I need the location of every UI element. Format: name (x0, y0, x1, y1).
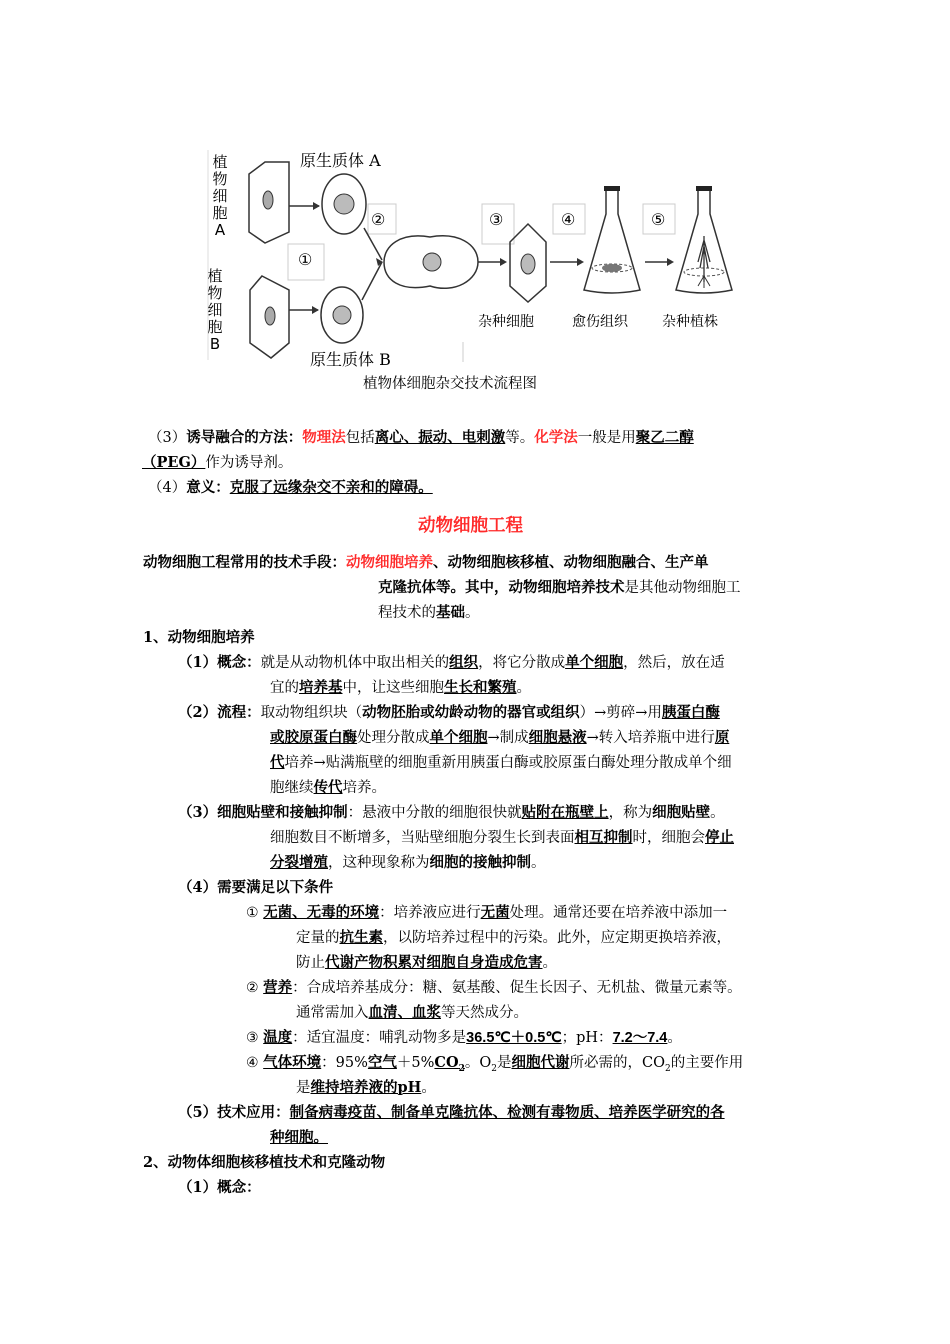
sec1-p2-line2: 或胶原蛋白酶处理分散成单个细胞→制成细胞悬液→转入培养瓶中进行原 (270, 729, 730, 746)
sec1-p2-line1: （2）流程：取动物组织块（动物胚胎或幼龄动物的器官或组织）→剪碎→用胰蛋白酶 (178, 704, 720, 721)
figure-caption: 植物体细胞杂交技术流程图 (363, 376, 537, 392)
sec1-p3-line2: 细胞数目不断增多，当贴壁细胞分裂生长到表面相互抑制时，细胞会停止 (270, 829, 734, 846)
sec1-p3-line1: （3）细胞贴壁和接触抑制：悬液中分散的细胞很快就贴附在瓶壁上，称为细胞贴壁。 (178, 804, 725, 821)
sec1-p4-title: （4）需要满足以下条件 (178, 879, 334, 896)
flowchart-diagram (0, 0, 950, 400)
cond2-line1: ② 营养：合成培养基成分：糖、氨基酸、促生长因子、无机盐、微量元素等。 (246, 979, 742, 996)
intro-line2: 克隆抗体等。其中，动物细胞培养技术是其他动物细胞工 (378, 579, 741, 596)
s3-line1: （3）诱导融合的方法：物理法包括离心、振动、电刺激等。化学法一般是用聚乙二醇 (148, 429, 694, 446)
sec2-title: 2、动物体细胞核移植技术和克隆动物 (143, 1154, 386, 1171)
cond1-line2: 定量的抗生素，以防培养过程中的污染。此外，应定期更换培养液， (296, 929, 731, 946)
label-protoplast-b: 原生质体 B (310, 350, 391, 369)
label-step-4: ④ (561, 210, 576, 229)
sec1-p1-line1: （1）概念：就是从动物机体中取出相关的组织，将它分散成单个细胞，然后，放在适 (178, 654, 725, 671)
label-step-5: ⑤ (651, 210, 666, 229)
sec1-p1-line2: 宜的培养基中，让这些细胞生长和繁殖。 (270, 679, 531, 696)
sec1-p3-line3: 分裂增殖，这种现象称为细胞的接触抑制。 (270, 854, 546, 871)
cond3-line1: ③ 温度：适宜温度：哺乳动物多是36.5℃＋0.5℃；pH：7.2～7.4。 (246, 1029, 682, 1046)
label-hybrid-plant: 杂种植株 (662, 314, 718, 330)
s4-line: （4）意义：克服了远缘杂交不亲和的障碍。 (148, 479, 433, 496)
sec1-p2-line4: 胞继续传代培养。 (270, 779, 386, 796)
label-callus: 愈伤组织 (572, 314, 628, 330)
nucleus-a (263, 191, 273, 209)
label-step-3: ③ (489, 210, 504, 229)
cond2-line2: 通常需加入血清、血浆等天然成分。 (296, 1004, 528, 1021)
intro-line1: 动物细胞工程常用的技术手段：动物细胞培养、动物细胞核移植、动物细胞融合、生产单 (143, 554, 709, 571)
cond4-line2: 是维持培养液的pH。 (296, 1079, 436, 1096)
cond1-line1: ① 无菌、无毒的环境：培养液应进行无菌处理。通常还要在培养液中添加一 (246, 904, 728, 921)
flask-callus (584, 186, 640, 293)
cond4-line1: ④ 气体环境：95%空气$+5\%CO_2$。$O_2$是细胞代谢所必需的，$CO_2$的主要作用 (246, 1054, 744, 1074)
sec1-p5-line1: （5）技术应用：制备病毒疫苗、制备单克隆抗体、检测有毒物质、培养医学研究的各 (178, 1104, 725, 1121)
label-step-1: ① (298, 250, 313, 269)
label-protoplast-a: 原生质体 A (300, 151, 381, 170)
sec1-title: 1、动物细胞培养 (143, 629, 255, 646)
label-plant-cell-a: 植物细胞A (212, 153, 228, 239)
section-heading: 动物细胞工程 (418, 516, 523, 536)
flask-hybrid-plant (676, 186, 732, 293)
label-hybrid-cell: 杂种细胞 (478, 314, 534, 330)
intro-line3: 程技术的基础。 (378, 604, 480, 621)
s3-line2: （PEG）作为诱导剂。 (142, 454, 293, 471)
sec1-p2-line3: 代培养→贴满瓶壁的细胞重新用胰蛋白酶或胶原蛋白酶处理分散成单个细 (270, 754, 732, 771)
sec1-p5-line2: 种细胞。 (270, 1129, 328, 1146)
cond1-line3: 防止代谢产物积累对细胞自身造成危害。 (296, 954, 557, 971)
sec2-p1: （1）概念： (178, 1179, 261, 1196)
label-plant-cell-b: 植物细胞B (207, 267, 223, 353)
nucleus-b (265, 307, 275, 325)
label-step-2: ② (371, 210, 386, 229)
